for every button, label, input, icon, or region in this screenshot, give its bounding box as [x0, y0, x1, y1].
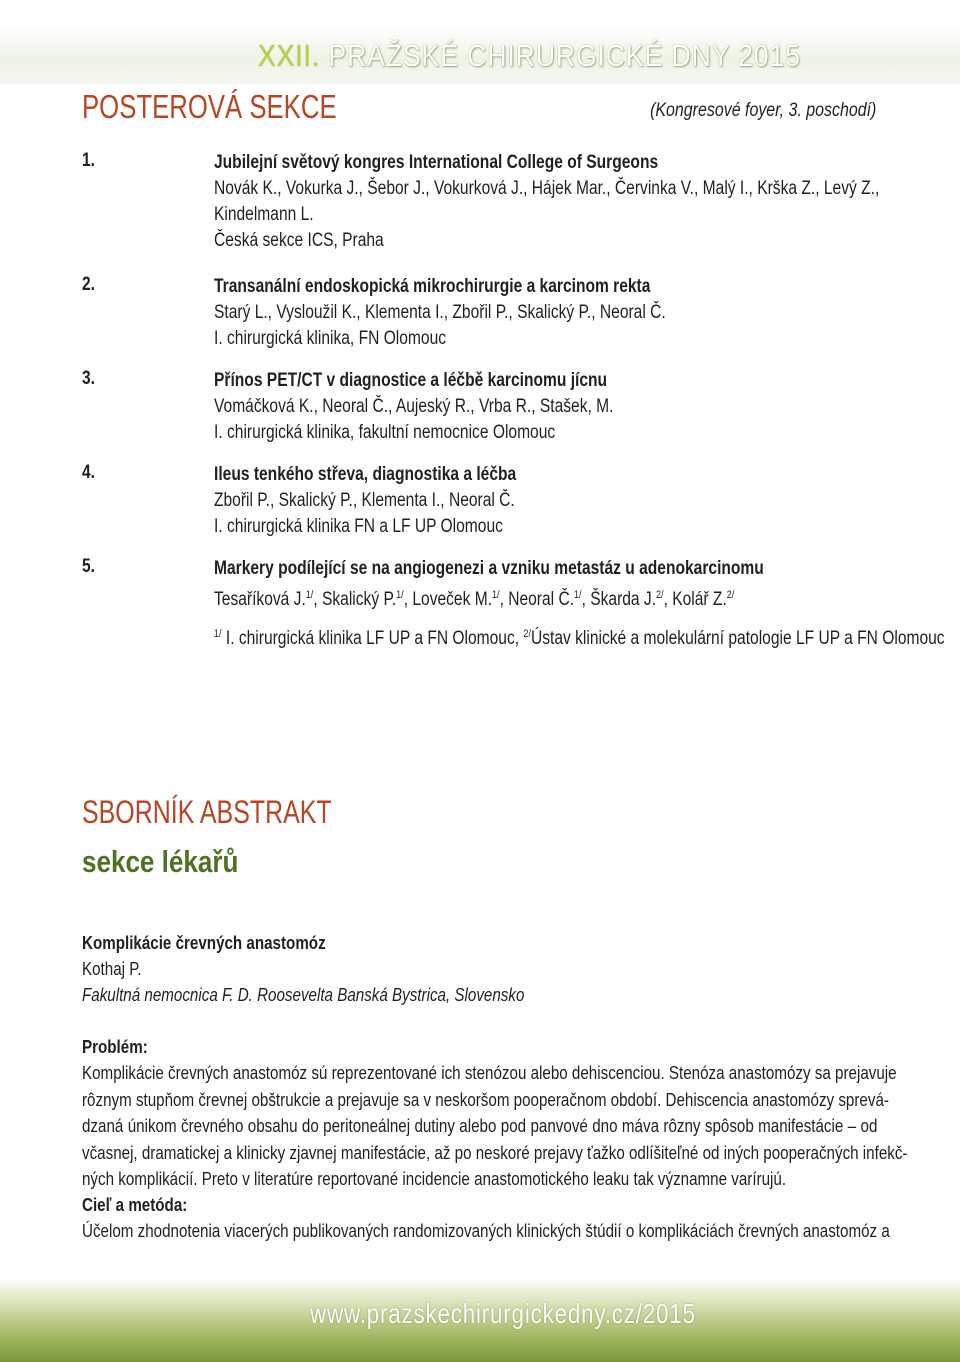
paragraph-line: rôznym stupňom črevnej obštrukcie a prejavuje sa v neskoršom pooperačnom období. Dehiscencia anastomózy sprevá-: [82, 1088, 889, 1110]
institution-mark: 2/: [523, 628, 531, 640]
poster-item: [82, 150, 882, 274]
abstracts-section-title: SBORNÍK ABSTRAKT: [82, 794, 332, 830]
poster-item: [82, 368, 882, 462]
goal-heading: Cieľ a metóda:: [82, 1194, 188, 1215]
poster-item: [82, 274, 882, 368]
author-affiliation-mark: 1/: [492, 589, 500, 601]
poster-institutions: [214, 621, 945, 652]
author-name: , Neoral Č.: [499, 589, 575, 610]
poster-authors-cont: Kindelmann L.: [214, 204, 314, 225]
paragraph-line: Komplikácie črevných anastomóz sú reprezentované ich stenózou alebo dehiscenciou. Stenóza anastomózy sa prejavuje: [82, 1062, 897, 1083]
poster-title: Ileus tenkého střeva, diagnostika a léčba: [214, 464, 517, 485]
poster-institution: I. chirurgická klinika, FN Olomouc: [214, 328, 447, 349]
poster-authors: Vomáčková K., Neoral Č., Aujeský R., Vrba R., Stašek, M.: [214, 396, 614, 417]
institution-name: Ústav klinické a molekulární patologie LF UP a FN Olomouc: [530, 628, 945, 649]
poster-authors: [214, 582, 762, 613]
abstract-affiliation: Fakultná nemocnica F. D. Roosevelta Banská Bystrica, Slovensko: [82, 984, 525, 1005]
footer-url: www.prazskechirurgickedny.cz/2015: [310, 1298, 696, 1329]
poster-authors: Zbořil P., Skalický P., Klementa I., Neoral Č.: [214, 490, 515, 511]
paragraph-line: včasnej, dramatickej a klinicky zjavnej manifestácie, až po neskoré prejavy ťažko odlíšiteľné od iných pooperačných infekč-: [82, 1141, 908, 1163]
institution-mark: 1/: [214, 628, 222, 640]
poster-authors: Starý L., Vysloužil K., Klementa I., Zbořil P., Skalický P., Neoral Č.: [214, 302, 666, 323]
poster-institution: I. chirurgická klinika FN a LF UP Olomouc: [214, 516, 503, 537]
author-name: , Škarda J.: [581, 589, 657, 610]
author-name: , Loveček M.: [403, 589, 493, 610]
poster-title: Přínos PET/CT v diagnostice a léčbě karcinomu jícnu: [214, 370, 608, 391]
poster-title: Markery podílející se na angiogenezi a vzniku metastáz u adenokarcinomu: [214, 558, 764, 579]
author-affiliation-mark: 2/: [726, 589, 735, 601]
problem-paragraph: [82, 1060, 908, 1166]
congress-title: [258, 38, 801, 74]
poster-institution: I. chirurgická klinika, fakultní nemocnice Olomouc: [214, 422, 556, 443]
poster-item: [82, 556, 945, 652]
abstract-author: Kothaj P.: [82, 958, 142, 979]
location-note: (Kongresové foyer, 3. poschodí): [649, 100, 876, 121]
poster-number: 1.: [82, 150, 96, 171]
author-affiliation-mark: 1/: [396, 589, 404, 601]
paragraph-line: dzaná únikom črevného obsahu do peritoneálnej dutiny alebo pod panvové dno máva rôzny spôsob manifestácie – od: [82, 1115, 878, 1136]
author-name: , Kolář Z.: [663, 589, 727, 610]
institution-name: I. chirurgická klinika LF UP a FN Olomouc,: [221, 628, 524, 649]
congress-number: XXII.: [258, 38, 321, 73]
poster-number: 3.: [82, 368, 96, 389]
poster-authors: Novák K., Vokurka J., Šebor J., Vokurková J., Hájek Mar., Červinka V., Malý I., Krška Z., Levý Z.,: [214, 178, 880, 199]
abstract: [82, 930, 908, 1244]
poster-list: [82, 150, 945, 652]
poster-title: Transanální endoskopická mikrochirurgie a karcinom rekta: [214, 276, 651, 297]
poster-institution: Česká sekce ICS, Praha: [214, 230, 384, 251]
section-title: POSTEROVÁ SEKCE: [82, 88, 337, 125]
poster-number: 2.: [82, 274, 96, 295]
author-affiliation-mark: 1/: [574, 589, 582, 601]
abstract-title: Komplikácie črevných anastomóz: [82, 932, 326, 953]
poster-item: [82, 462, 882, 556]
poster-number: 5.: [82, 556, 96, 577]
poster-number: 4.: [82, 462, 96, 483]
author-affiliation-mark: 2/: [656, 589, 664, 601]
problem-heading: Problém:: [82, 1036, 148, 1057]
poster-title: Jubilejní světový kongres International College of Surgeons: [214, 152, 659, 173]
author-name: , Skalický P.: [313, 589, 397, 610]
goal-line: Účelom zhodnotenia viacerých publikovaných randomizovaných klinických štúdií o komplikáciách črevných anastomóz a: [82, 1220, 890, 1241]
author-name: Tesaříková J.: [214, 589, 306, 610]
congress-name: PRAŽSKÉ CHIRURGICKÉ DNY 2015: [328, 38, 801, 73]
author-affiliation-mark: 1/: [305, 589, 314, 601]
paragraph-last-line: ných komplikácií. Preto v literatúre reportované incidencie anastomotického leaku tak významne varírujú.: [82, 1168, 787, 1189]
abstracts-section-subtitle: sekce lékařů: [82, 844, 239, 879]
